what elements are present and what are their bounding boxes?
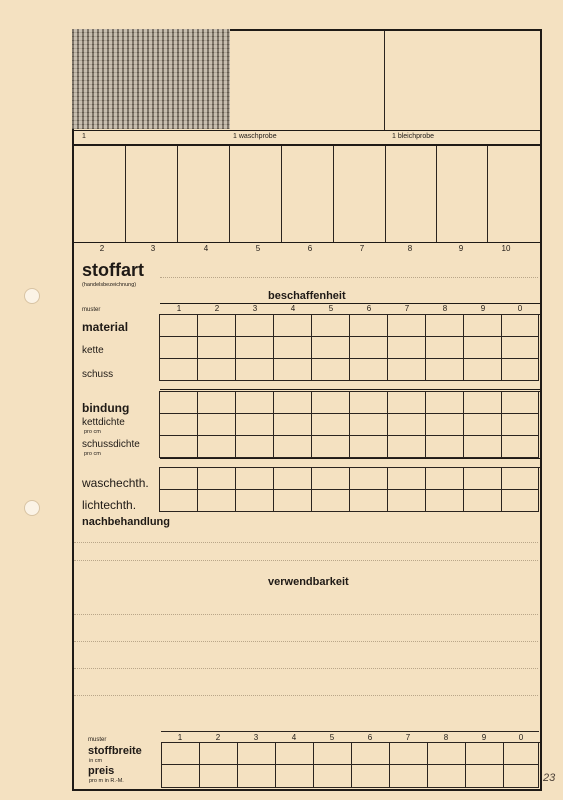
price-grid: [161, 742, 540, 788]
sample-slots: [74, 146, 538, 242]
dotted-line: [74, 542, 538, 543]
schussdichte-label: schussdichte: [82, 439, 140, 450]
label-waschprobe: 1 waschprobe: [233, 133, 277, 140]
slot-number: 6: [307, 244, 313, 253]
preis-label: preis: [88, 765, 115, 777]
slot-number: 10: [501, 244, 511, 253]
lichtechth-label: lichtechth.: [82, 498, 137, 512]
top-box-bottom-line: [72, 130, 540, 131]
kettdichte-label: kettdichte: [82, 417, 125, 428]
dotted-line: [74, 641, 538, 642]
slot-number: 9: [458, 244, 464, 253]
punch-hole-bottom: [24, 500, 40, 516]
fabric-swatch: [72, 29, 230, 129]
slot-number: 2: [99, 244, 105, 253]
schussdichte-unit: pro cm: [84, 451, 101, 457]
stoffbreite-unit: in cm: [89, 758, 103, 764]
bindung-grid: [159, 391, 540, 458]
bindung-label: bindung: [82, 401, 130, 415]
slots-bottom-line: [72, 242, 540, 243]
top-box-divider: [384, 31, 385, 130]
bottom-muster-label: muster: [88, 737, 107, 743]
dotted-line: [74, 614, 538, 615]
muster-label: muster: [82, 307, 101, 313]
slot-number: 3: [150, 244, 156, 253]
kette-label: kette: [82, 345, 104, 356]
verwendbarkeit-heading: verwendbarkeit: [268, 576, 349, 588]
dotted-line: [74, 668, 538, 669]
material-label: material: [82, 320, 129, 334]
material-grid: [159, 314, 540, 381]
echtheit-grid: [159, 467, 540, 512]
stoffart-title: stoffart: [82, 260, 144, 280]
beschaffenheit-heading: beschaffenheit: [268, 290, 346, 302]
separator-1: [160, 389, 540, 390]
slot-number: 7: [359, 244, 365, 253]
slot-number: 5: [255, 244, 261, 253]
label-1: 1: [82, 133, 86, 140]
schuss-label: schuss: [82, 369, 114, 380]
nachbehandlung-label: nachbehandlung: [82, 516, 170, 528]
stoffart-subtitle: (handelsbezeichnung): [82, 282, 137, 288]
stoffart-dotted-line: [160, 277, 538, 278]
dotted-line: [74, 695, 538, 696]
slot-number: 8: [407, 244, 413, 253]
kettdichte-unit: pro cm: [84, 429, 101, 435]
page-number: 23: [543, 772, 556, 784]
waschechth-label: waschechth.: [82, 476, 149, 490]
stoffbreite-label: stoffbreite: [88, 745, 142, 757]
punch-hole-top: [24, 288, 40, 304]
slot-number: 4: [203, 244, 209, 253]
label-bleichprobe: 1 bleichprobe: [392, 133, 435, 140]
dotted-line: [74, 560, 538, 561]
bottom-header: 1 2 3 4 5 6 7 8 9 0: [161, 731, 539, 743]
top-border: [230, 29, 540, 31]
separator-2: [160, 458, 540, 459]
beschaffenheit-header: 1 2 3 4 5 6 7 8 9 0: [176, 304, 523, 313]
preis-unit: pro m in R.-M.: [89, 778, 124, 784]
